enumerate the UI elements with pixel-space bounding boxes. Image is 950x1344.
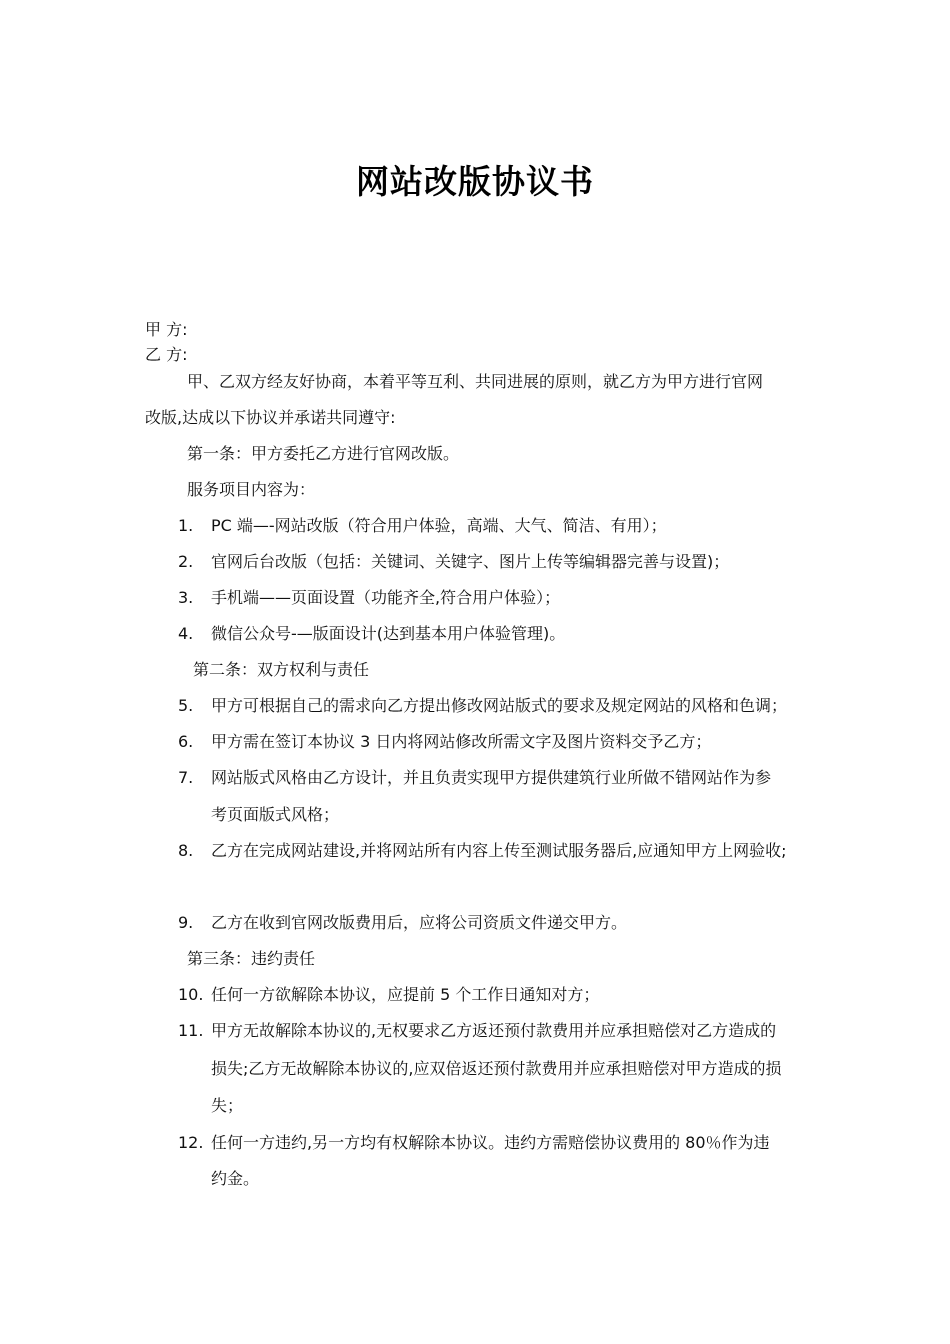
list-item-number: 10.	[178, 985, 204, 1004]
list-item-text-continued: 考页面版式风格；	[211, 805, 340, 824]
list-item-text-continued: 损失;乙方无故解除本协议的,应双倍返还预付款费用并应承担赔偿对甲方造成的损	[211, 1059, 782, 1078]
service-heading: 服务项目内容为：	[187, 480, 316, 499]
list-item-text: 乙方在完成网站建设,并将网站所有内容上传至测试服务器后,应通知甲方上网验收;	[211, 841, 787, 860]
list-item-text: 微信公众号-—版面设计(达到基本用户体验管理)。	[211, 624, 566, 643]
list-item-text: 任何一方违约,另一方均有权解除本协议。违约方需赔偿协议费用的 80％作为违	[211, 1133, 770, 1152]
document-title: 网站改版协议书	[356, 162, 594, 201]
list-item-text: 甲方无故解除本协议的,无权要求乙方返还预付款费用并应承担赔偿对乙方造成的	[211, 1021, 777, 1040]
list-item-text: 网站版式风格由乙方设计，并且负责实现甲方提供建筑行业所做不错网站作为参	[211, 768, 772, 787]
party-b-label: 乙 方:	[145, 345, 188, 364]
list-item-text: 甲方需在签订本协议 3 日内将网站修改所需文字及图片资料交予乙方；	[211, 732, 712, 751]
article-3-heading: 第三条：违约责任	[187, 949, 316, 968]
list-item-text: 任何一方欲解除本协议，应提前 5 个工作日通知对方；	[211, 985, 600, 1004]
list-item-text: 乙方在收到官网改版费用后，应将公司资质文件递交甲方。	[211, 913, 628, 932]
list-item-number: 3.	[178, 588, 194, 607]
list-item-text: 官网后台改版（包括：关键词、关键字、图片上传等编辑器完善与设置)；	[211, 552, 730, 571]
list-item-text-continued: 失；	[211, 1096, 244, 1115]
list-item-number: 9.	[178, 913, 194, 932]
list-item-number: 7.	[178, 768, 194, 787]
list-item-number: 12.	[178, 1133, 204, 1152]
intro-paragraph-line-1: 甲、乙双方经友好协商，本着平等互利、共同进展的原则，就乙方为甲方进行官网	[187, 372, 764, 391]
list-item-number: 4.	[178, 624, 194, 643]
list-item-number: 8.	[178, 841, 194, 860]
party-a-label: 甲 方:	[145, 320, 188, 339]
list-item-text: 手机端——页面设置（功能齐全,符合用户体验）；	[211, 588, 561, 607]
list-item-text: 甲方可根据自己的需求向乙方提出修改网站版式的要求及规定网站的风格和色调；	[211, 696, 788, 715]
intro-paragraph-line-2: 改版,达成以下协议并承诺共同遵守:	[145, 408, 396, 427]
article-1-heading: 第一条：甲方委托乙方进行官网改版。	[187, 444, 460, 463]
list-item-text-continued: 约金。	[211, 1169, 260, 1188]
list-item-number: 2.	[178, 552, 194, 571]
list-item-text: PC 端—-网站改版（符合用户体验，高端、大气、简洁、有用）；	[211, 516, 667, 535]
list-item-number: 6.	[178, 732, 194, 751]
list-item-number: 1.	[178, 516, 194, 535]
list-item-number: 11.	[178, 1021, 204, 1040]
list-item-number: 5.	[178, 696, 194, 715]
article-2-heading: 第二条：双方权利与责任	[193, 660, 370, 679]
